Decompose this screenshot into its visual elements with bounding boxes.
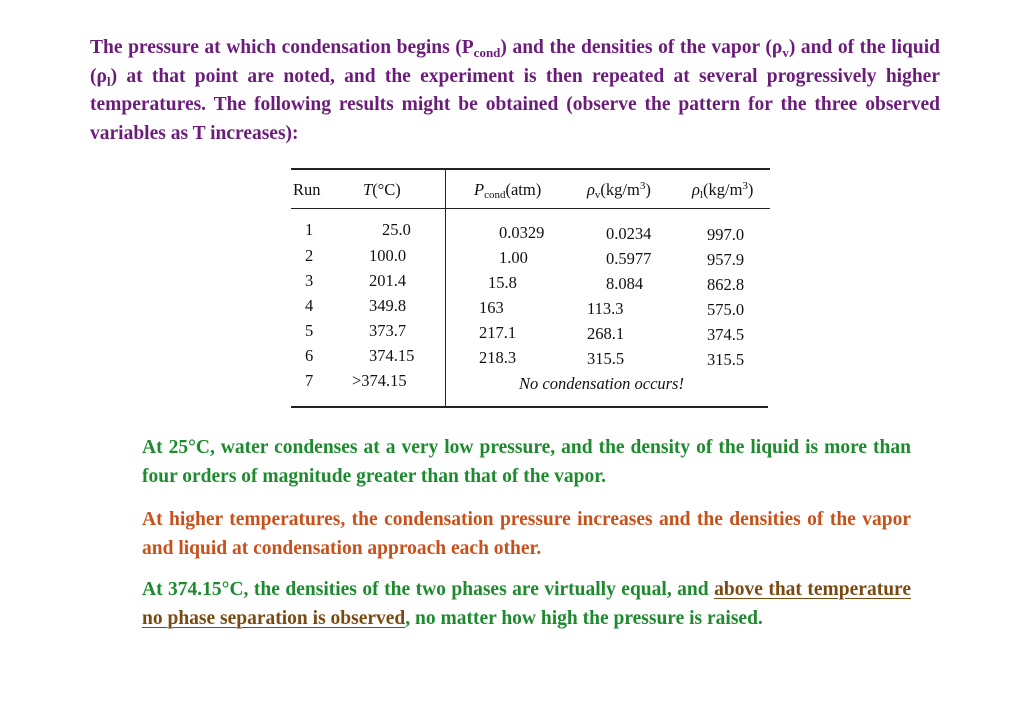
cell-run: 5 [305, 321, 314, 340]
table-bottom-rule [291, 406, 768, 408]
intro-rho-v: ρ [771, 37, 783, 58]
cell-liquid-density: 957.9 [707, 250, 745, 269]
underlined-phrase: above that temperature no phase separation is observed [142, 579, 911, 629]
table-header-rule [291, 208, 770, 209]
header-pressure: $P_{cond}(atm)$ [474, 180, 542, 201]
table-column-divider [445, 168, 446, 408]
intro-text-1: The pressure at which condensation begins (P [90, 37, 474, 58]
no-condensation-note: No condensation occurs! [519, 374, 684, 393]
header-liquid-density: $\rho_l(kg/m^3)$ [692, 180, 754, 201]
cell-liquid-density: 862.8 [707, 275, 745, 294]
cell-pressure: 1.00 [499, 248, 528, 267]
intro-sub-l: l [106, 73, 111, 89]
cell-vapor-density: 315.5 [587, 349, 625, 368]
paragraph-critical-point: At 374.15°C, the densities of the two phases are virtually equal, and above that temperature no phase separation is observed, no matter how high the pressure is raised. [142, 579, 911, 629]
cell-run: 2 [305, 246, 314, 265]
cell-temperature: 201.4 [369, 271, 407, 290]
cell-temperature: >374.15 [352, 371, 407, 390]
intro-rho-l: ρ [96, 65, 107, 87]
paragraph-higher-temperatures: At higher temperatures, the condensation pressure increases and the densities of the vapor and liquid at condensation approach each other. [142, 509, 911, 559]
cell-temperature: 25.0 [382, 220, 411, 239]
cell-pressure: 163 [479, 298, 504, 317]
cell-run: 6 [305, 346, 314, 365]
cell-liquid-density: 315.5 [707, 350, 745, 369]
cell-run: 3 [305, 271, 314, 290]
cell-run: 1 [305, 220, 314, 239]
data-table [291, 168, 770, 410]
cell-pressure: 218.3 [479, 348, 517, 367]
cell-vapor-density: 0.0234 [606, 224, 652, 243]
paragraph-low-temperature: At 25°C, water condenses at a very low pressure, and the density of the liquid is more than four orders of magnitude greater than that of the vapor. [142, 437, 911, 487]
cell-pressure: 217.1 [479, 323, 517, 342]
intro-paragraph [90, 34, 940, 148]
cell-vapor-density: 8.084 [606, 274, 644, 293]
cell-pressure: 0.0329 [499, 223, 545, 242]
cell-liquid-density: 374.5 [707, 325, 745, 344]
cell-run: 4 [305, 296, 314, 315]
intro-text-3: ) and of the liquid ( [90, 37, 940, 87]
cell-temperature: 373.7 [369, 321, 407, 340]
cell-temperature: 100.0 [369, 246, 407, 265]
cell-pressure: 15.8 [488, 273, 517, 292]
header-temperature: T(°C) [363, 180, 401, 199]
cell-vapor-density: 268.1 [587, 324, 625, 343]
cell-liquid-density: 575.0 [707, 300, 745, 319]
intro-sub-v: v [782, 45, 789, 60]
cell-temperature: 349.8 [369, 296, 407, 315]
intro-text-2: ) and the densities of the vapor ( [500, 37, 772, 58]
cell-liquid-density: 997.0 [707, 225, 745, 244]
cell-temperature: 374.15 [369, 346, 415, 365]
intro-sub-cond: cond [473, 45, 501, 60]
table-top-rule [291, 168, 770, 170]
header-run: Run [293, 180, 321, 199]
cell-vapor-density: 0.5977 [606, 249, 652, 268]
cell-vapor-density: 113.3 [587, 299, 624, 318]
header-vapor-density: $\rho_v(kg/m^3)$ [587, 180, 651, 201]
intro-text-4: ) at that point are noted, and the experiment is then repeated at several progressively higher temperatures. The following results might be obtained (observe the pattern for the three observed variables as T increases): [90, 65, 940, 144]
cell-run: 7 [305, 371, 314, 390]
